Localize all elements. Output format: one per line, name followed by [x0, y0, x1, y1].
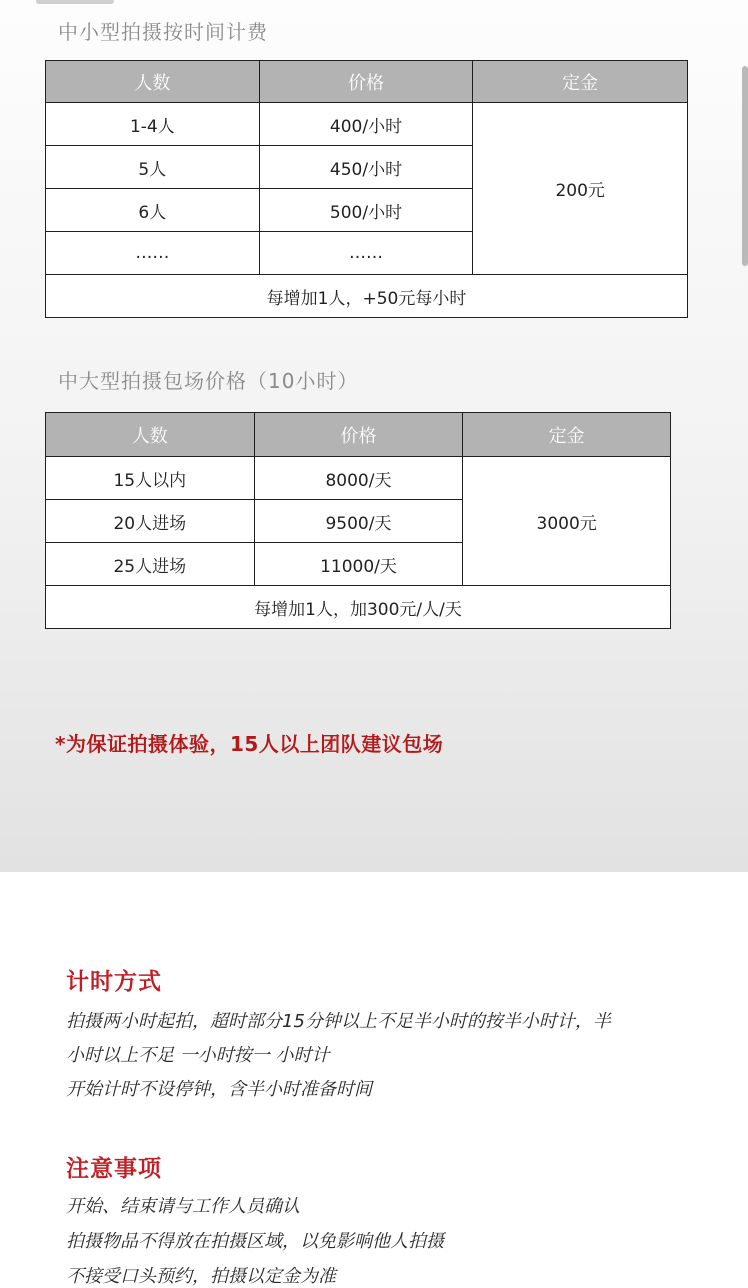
price-cell: …… — [259, 232, 473, 275]
people-cell: 25人进场 — [46, 543, 255, 586]
group-booking-notice: *为保证拍摄体验，15人以上团队建议包场 — [55, 732, 444, 756]
people-cell: 15人以内 — [46, 457, 255, 500]
table-row — [46, 103, 688, 146]
people-cell: 20人进场 — [46, 500, 255, 543]
notes-line: 开始、结束请与工作人员确认 — [66, 1196, 300, 1217]
increment-note: 每增加1人，+50元每小时 — [46, 275, 688, 318]
price-cell: 450/小时 — [259, 146, 473, 189]
timing-line: 拍摄两小时起拍，超时部分15分钟以上不足半小时的按半小时计，半 — [66, 1011, 611, 1032]
price-cell: 8000/天 — [254, 457, 463, 500]
timing-title: 计时方式 — [66, 969, 162, 995]
large-shoot-title: 中大型拍摄包场价格（10小时） — [58, 369, 359, 393]
deposit-cell: 3000元 — [463, 457, 671, 586]
timing-line: 小时以上不足 一小时按一 小时计 — [66, 1045, 330, 1066]
table-header-row — [46, 413, 671, 457]
header-price: 价格 — [254, 413, 463, 457]
notes-line: 不接受口头预约，拍摄以定金为准 — [66, 1266, 336, 1287]
header-deposit: 定金 — [473, 61, 688, 103]
notes-title: 注意事项 — [66, 1156, 162, 1182]
price-cell: 11000/天 — [254, 543, 463, 586]
price-cell: 400/小时 — [259, 103, 473, 146]
table-footer-row — [46, 275, 688, 318]
table-header-row — [46, 61, 688, 103]
timing-line: 开始计时不设停钟，含半小时准备时间 — [66, 1079, 372, 1100]
header-deposit: 定金 — [463, 413, 671, 457]
header-people: 人数 — [46, 413, 255, 457]
notes-line: 拍摄物品不得放在拍摄区域，以免影响他人拍摄 — [66, 1231, 444, 1252]
table-row — [46, 457, 671, 500]
people-cell: 1-4人 — [46, 103, 260, 146]
people-cell: 5人 — [46, 146, 260, 189]
price-cell: 500/小时 — [259, 189, 473, 232]
deposit-cell: 200元 — [473, 103, 688, 275]
price-cell: 9500/天 — [254, 500, 463, 543]
increment-note: 每增加1人，加300元/人/天 — [46, 586, 671, 629]
small-shoot-title: 中小型拍摄按时间计费 — [58, 20, 268, 44]
header-people: 人数 — [46, 61, 260, 103]
header-price: 价格 — [259, 61, 473, 103]
scrollbar-thumb[interactable] — [742, 66, 748, 266]
small-shoot-price-table — [45, 60, 688, 318]
large-shoot-price-table — [45, 412, 671, 629]
top-handle — [36, 0, 114, 4]
people-cell: 6人 — [46, 189, 260, 232]
people-cell: …… — [46, 232, 260, 275]
table-footer-row — [46, 586, 671, 629]
